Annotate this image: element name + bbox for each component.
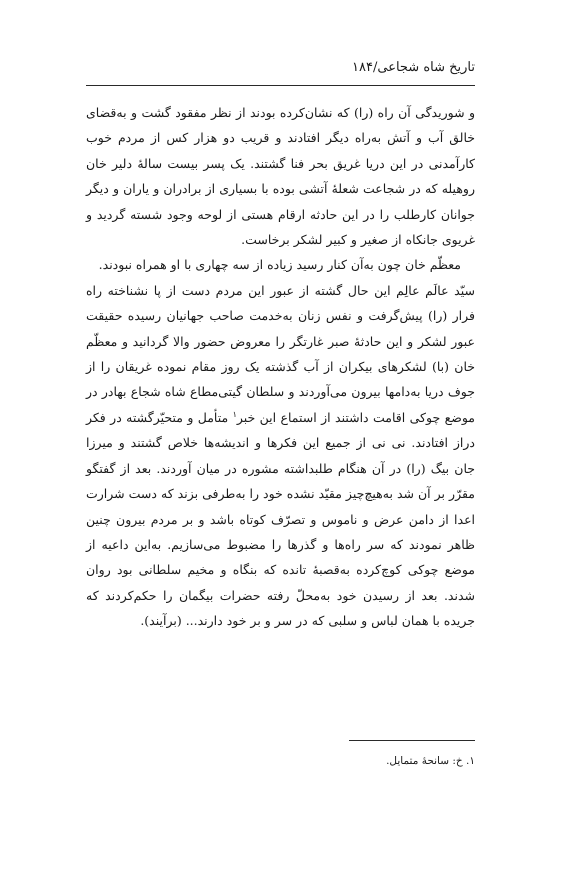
footnote-marker: ۱ — [232, 409, 237, 419]
paragraph-3-part-2: متأمل و متحیّرگشته در فکر دراز افتادند. نی نی از جمیع این فکرها و اندیشه‌ها خلاص گشتند و میرزا جان بیگ (را) در آن هنگام طلبداشته مشوره در میان آوردند. بعد از گفتگو مقرّر بر آن شد به‌هیچ‌چیز مقیّد نشده خود را به‌طرفی بزند که دست شرارت اعدا از دامن عرض و ناموس و تصرّف کوتاه باشد و بر مردم بیرون چنین ظاهر نمودند که سر راه‌ها و گذرها را مضبوط می‌سازیم. به‌این داعیه از موضع چوکی کوچ‌کرده به‌قصبهٔ تانده که بنگاه و مخیم سلطانی بود روان شدند. بعد از رسیدن خود به‌محلّ رفته حضرات بیگمان را حکم‌کردند که جریده با همان لباس و سلبی که در سر و بر خود دارند... (برآیند). — [86, 409, 475, 629]
footnote-rule — [349, 740, 475, 741]
paragraph-3-part-1: سیّد عالَم عالِم این حال گشته از عبور این مردم دست از پا نشناخته راه فرار (را) پیش‌گرفت و نفس زنان به‌خدمت صاحب جهانیان رسیده حقیقت عبور لشکر و این حادثهٔ صبر غارتگر را معروض حضور والا گردانید و معظّم خان (با) لشکرهای بیکران از آب گذشته یک روز مقام نموده غریقان را از جوف دریا به‌دامها بیرون می‌آوردند و سلطان گیتی‌مطاع شاه شجاع بهادر در موضع چوکی اقامت داشتند از استماع این خبر — [86, 282, 475, 425]
paragraph-3 — [86, 278, 475, 634]
footnote: ۱. خ: سانحهٔ متمایل. — [386, 755, 475, 767]
paragraph-2: معظّم خان چون به‌آن کنار رسید زیاده از سه چهاری با او همراه نبودند. — [98, 257, 461, 273]
running-head: تاریخ شاه شجاعی/۱۸۴ — [352, 60, 475, 75]
paragraph-1: و شوریدگی آن راه (را) که نشان‌کرده بودند از نظر مفقود گشت و به‌قضای خالق آب و آتش به‌راه دیگر افتادند و قریب دو هزار کس از مردم خوب کارآمدنی در این دریا غریق بحر فنا گشتند. یک پسر بیست سالهٔ دلیر خان روهیله که در شجاعت شعلهٔ آتشی بوده با بسیاری از برادران و یاران و دیگر جوانان کارطلب را در این حادثه ارقام هستی از لوحه وجود شسته گردید و غریوی جانکاه از صغیر و کبیر لشکر برخاست. — [86, 105, 475, 248]
body-text — [86, 100, 475, 634]
header-rule — [86, 85, 475, 86]
